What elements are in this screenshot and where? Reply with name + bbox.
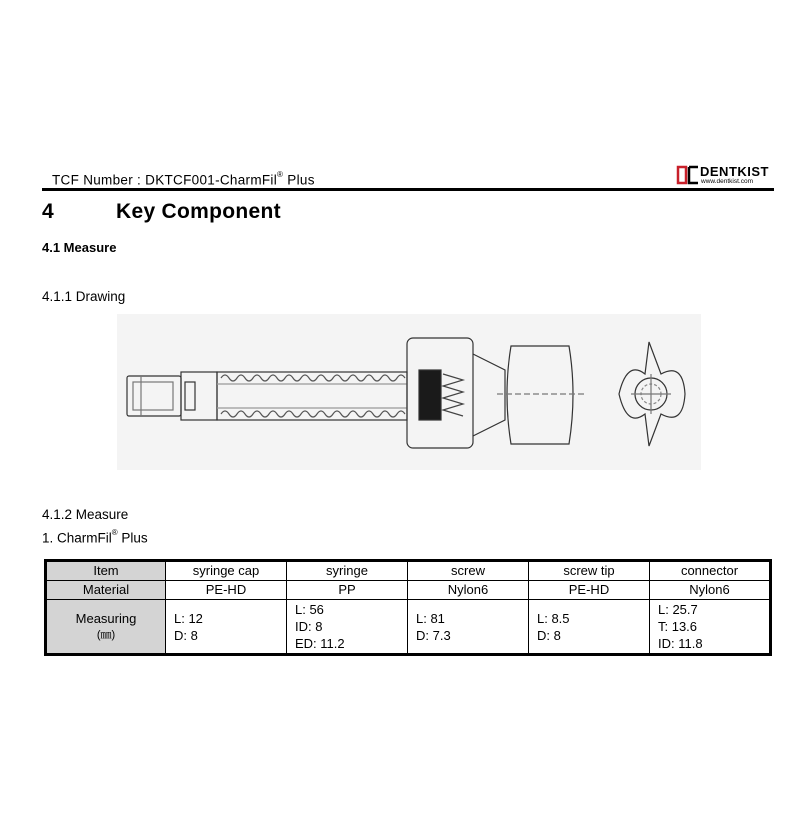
logo-url: www.dentkist.com (701, 178, 754, 185)
section-title: Key Component (116, 200, 281, 223)
measure-cell-syringe-cap: L: 12 D: 8 (166, 600, 287, 655)
header-divider (42, 188, 774, 191)
header-screw-tip: screw tip (529, 561, 650, 581)
measure-cell-syringe: L: 56 ID: 8 ED: 11.2 (287, 600, 408, 655)
subsection-measure: 4.1 Measure (42, 240, 117, 255)
material-label: Material (46, 581, 166, 600)
dentkist-logo (676, 163, 774, 187)
header-syringe: syringe (287, 561, 408, 581)
table-row-measuring (46, 600, 771, 655)
header-syringe-cap: syringe cap (166, 561, 287, 581)
header-item: Item (46, 561, 166, 581)
measuring-label: Measuring (㎜) (46, 600, 166, 655)
measure-cell-screw-tip: L: 8.5 D: 8 (529, 600, 650, 655)
material-cell: PE-HD (529, 581, 650, 600)
material-cell: PP (287, 581, 408, 600)
tcf-number: TCF Number : DKTCF001-CharmFil® Plus (52, 170, 315, 188)
subsection-drawing: 4.1.1 Drawing (42, 289, 126, 304)
dentkist-logo-icon (676, 163, 700, 187)
subsection-measure-table: 4.1.2 Measure (42, 507, 129, 522)
measure-cell-screw: L: 81 D: 7.3 (408, 600, 529, 655)
header-screw: screw (408, 561, 529, 581)
product-label: 1. CharmFil® Plus (42, 528, 148, 546)
table-header-row (46, 561, 771, 581)
header-connector: connector (650, 561, 771, 581)
component-drawing (117, 314, 701, 470)
component-spec-table (44, 559, 772, 656)
table-row-material (46, 581, 771, 600)
measure-cell-connector: L: 25.7 T: 13.6 ID: 11.8 (650, 600, 771, 655)
material-cell: Nylon6 (650, 581, 771, 600)
logo-brand: DENTKIST (700, 164, 769, 179)
material-cell: Nylon6 (408, 581, 529, 600)
section-number: 4 (42, 200, 54, 223)
measuring-unit: (㎜) (96, 628, 116, 641)
material-cell: PE-HD (166, 581, 287, 600)
